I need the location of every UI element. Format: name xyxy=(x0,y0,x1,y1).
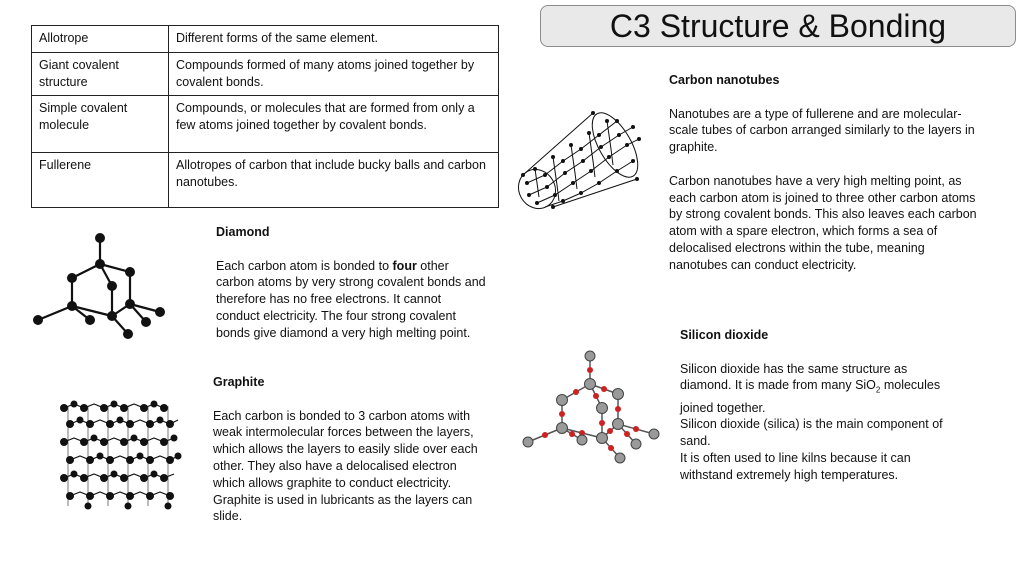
silicon-dioxide-line-2: Silicon dioxide (silica) is the main component of sand. xyxy=(680,417,943,449)
diamond-text xyxy=(216,258,486,342)
title-box xyxy=(540,5,1016,47)
definition-cell: Different forms of the same element. xyxy=(169,26,499,53)
term-cell: Fullerene xyxy=(32,153,169,208)
silicon-subscript: 2 xyxy=(875,385,881,395)
silicon-dioxide-diagram xyxy=(520,348,660,466)
carbon-nanotube-diagram xyxy=(515,105,645,213)
page-title: C3 Structure & Bonding xyxy=(609,7,947,44)
silicon-dioxide-heading: Silicon dioxide xyxy=(680,328,769,342)
silicon-text-part: Silicon dioxide has the same structure as diamond. It is made from many SiO xyxy=(680,361,908,393)
term-cell: Allotrope xyxy=(32,26,169,53)
term-cell: Giant covalent structure xyxy=(32,53,169,96)
graphite-heading: Graphite xyxy=(213,375,265,389)
table-row xyxy=(32,53,499,96)
definition-cell: Allotropes of carbon that include bucky balls and carbon nanotubes. xyxy=(169,153,499,208)
graphite-structure-diagram xyxy=(60,398,185,513)
silicon-text-part: molecules joined together. xyxy=(680,378,941,415)
nanotubes-heading: Carbon nanotubes xyxy=(669,73,780,87)
nanotubes-para-2: Carbon nanotubes have a very high melting point, as each carbon atom is joined to three other carbon atoms by strong covalent bonds. This also leaves each carbon atom with a spare electron, which forms a sea of delocalised electrons within the tube, meaning nanotubes can conduct electricity. xyxy=(669,173,977,272)
diamond-section xyxy=(216,224,486,342)
diamond-structure-diagram xyxy=(28,228,173,340)
diamond-text-part: Each carbon atom is bonded to xyxy=(216,258,393,273)
silicon-dioxide-line-3: It is often used to line kilns because it can withstand extremely high temperatures. xyxy=(680,451,911,482)
term-cell: Simple covalent molecule xyxy=(32,96,169,153)
table-row xyxy=(32,26,499,53)
graphite-section xyxy=(213,374,483,525)
nanotubes-para-1: Nanotubes are a type of fullerene and are molecular-scale tubes of carbon arranged similarly to the layers in graphite. xyxy=(669,106,975,155)
definition-cell: Compounds formed of many atoms joined together by covalent bonds. xyxy=(169,53,499,96)
diamond-text-bold: four xyxy=(392,258,417,273)
definition-cell: Compounds, or molecules that are formed from only a few atoms joined together by covalent bonds. xyxy=(169,96,499,153)
silicon-dioxide-line-1 xyxy=(680,361,958,417)
diamond-heading: Diamond xyxy=(216,225,270,239)
table-row xyxy=(32,153,499,208)
nanotubes-section xyxy=(669,72,985,274)
silicon-dioxide-section xyxy=(680,327,958,484)
diamond-text-part: other carbon atoms by very strong covalent bonds and therefore has no free electrons. It cannot conduct electricity. The four strong covalent bonds give diamond a very high melting point. xyxy=(216,258,486,340)
graphite-text: Each carbon is bonded to 3 carbon atoms with weak intermolecular forces between the layers, which allows the layers to easily slide over each other. They also have a delocalised electron which allows graphite to conduct electricity. Graphite is used in lubricants as the layers can slide. xyxy=(213,408,478,524)
table-row xyxy=(32,96,499,153)
definitions-table xyxy=(31,25,499,208)
